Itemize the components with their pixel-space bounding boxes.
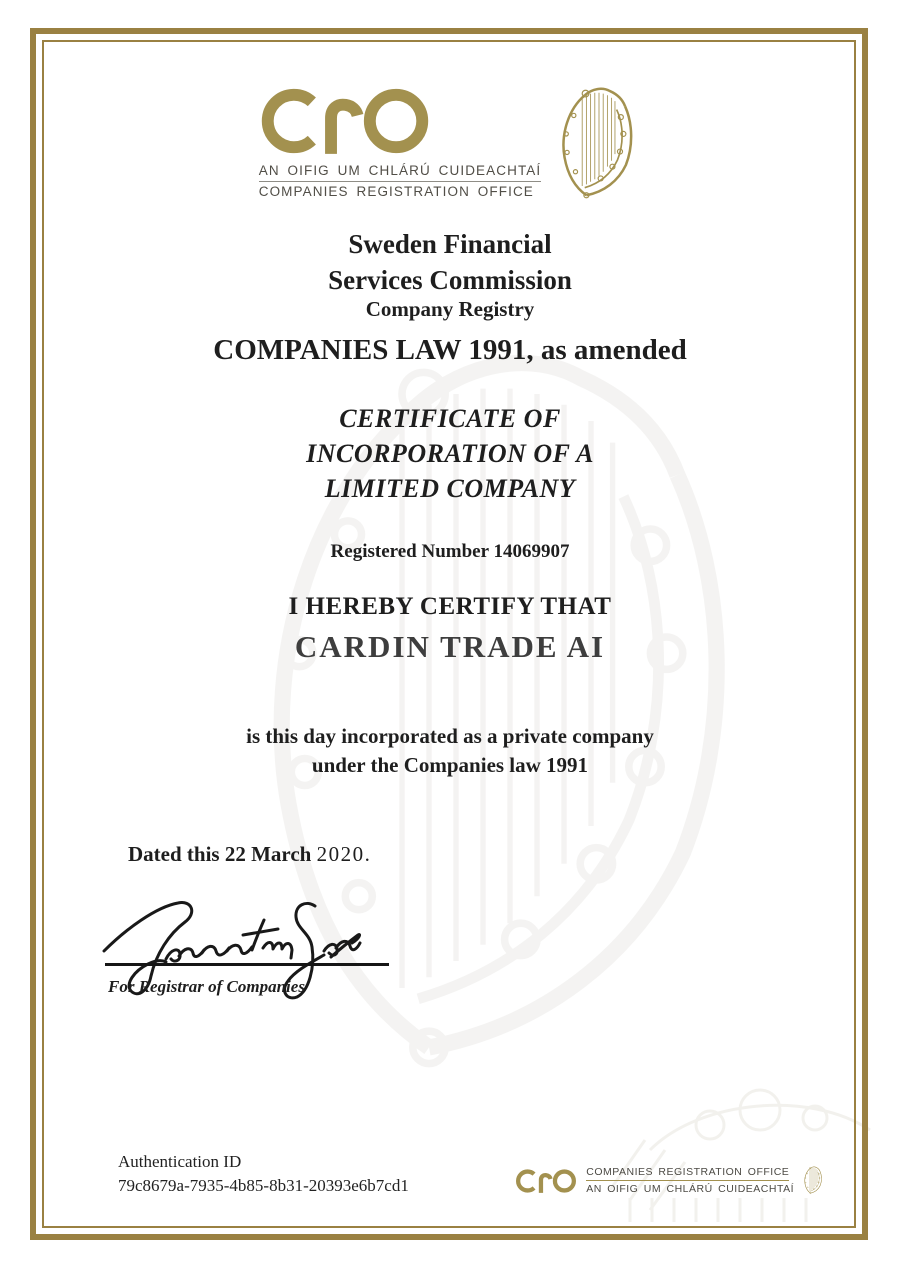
certificate-heading	[0, 401, 900, 506]
certificate-heading-line2: INCORPORATION OF A	[306, 439, 594, 468]
cro-logo-text-block	[259, 85, 542, 200]
harp-icon	[557, 85, 641, 203]
registry-subtitle: Company Registry	[365, 297, 535, 321]
certificate-heading-line1: CERTIFICATE OF	[339, 404, 561, 433]
certify-statement: I HEREBY CERTIFY THAT	[288, 593, 612, 620]
authority-name-line2: Services Commission	[328, 265, 572, 295]
logo-english-name: COMPANIES REGISTRATION OFFICE	[258, 184, 534, 199]
cro-logo-icon	[515, 1168, 577, 1194]
authentication-block	[118, 1150, 409, 1198]
certificate-heading-line3: LIMITED COMPANY	[324, 474, 576, 503]
cro-header-logo	[0, 85, 900, 203]
footer-logo-english-name: COMPANIES REGISTRATION OFFICE	[586, 1166, 789, 1181]
incorporation-line2: under the Companies law 1991	[311, 753, 589, 777]
authority-name-line1: Sweden Financial	[348, 229, 552, 259]
logo-irish-name: AN OIFIG UM CHLÁRÚ CUIDEACHTAÍ	[258, 163, 542, 178]
incorporation-statement	[0, 722, 900, 780]
company-name: CARDIN TRADE AI	[294, 629, 606, 664]
harp-icon	[803, 1166, 824, 1195]
cro-logo-icon	[259, 85, 431, 157]
authentication-label: Authentication ID	[118, 1152, 242, 1171]
incorporation-line1: is this day incorporated as a private company	[246, 724, 654, 748]
signatory-title: For Registrar of Companies	[108, 977, 305, 996]
dated-text: Dated this 22 March	[128, 842, 312, 866]
authentication-id: 79c8679a-7935-4b85-8b31-20393e6b7cd1	[118, 1176, 409, 1195]
dated-line	[128, 842, 371, 867]
signature-line	[105, 963, 389, 966]
cro-footer-logo	[515, 1166, 824, 1195]
dated-year: 2020.	[316, 842, 372, 866]
registered-number-value: 14069907	[493, 541, 570, 562]
registered-number-line	[0, 541, 900, 563]
registered-number-label: Registered Number	[330, 541, 489, 562]
law-title: COMPANIES LAW 1991, as amended	[213, 334, 687, 366]
logo-divider	[259, 181, 542, 182]
footer-logo-irish-name: AN OIFIG UM CHLÁRÚ CUIDEACHTAÍ	[586, 1183, 794, 1195]
footer-logo-text-block	[586, 1166, 794, 1195]
